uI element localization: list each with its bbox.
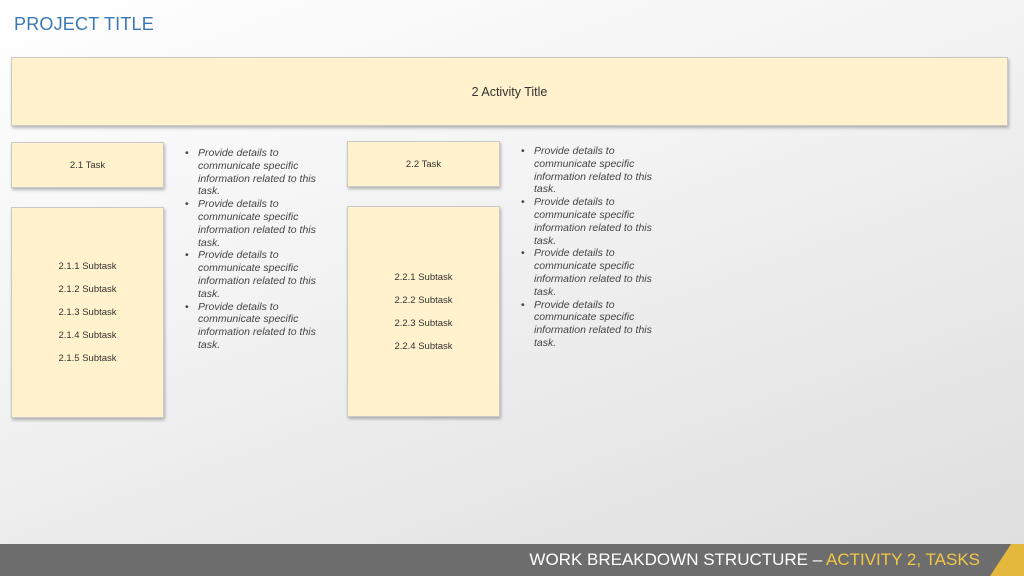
- task-detail-item: • Provide details to communicate specific information related to this task.: [183, 198, 333, 249]
- subtask-box-2-1: [11, 207, 164, 418]
- task-detail-item: • Provide details to communicate specific information related to this task.: [183, 249, 333, 300]
- subtask-item: 2.1.4 Subtask: [58, 330, 117, 341]
- subtask-item: 2.1.1 Subtask: [58, 261, 117, 272]
- activity-title: 2 Activity Title: [471, 84, 548, 99]
- task-detail-item: • Provide details to communicate specific information related to this task.: [183, 301, 333, 352]
- project-title: PROJECT TITLE: [14, 14, 154, 34]
- subtask-item: 2.2.4 Subtask: [394, 340, 453, 352]
- activity-box: [11, 57, 1008, 126]
- subtask-item: 2.1.3 Subtask: [58, 307, 117, 318]
- footer-title: [529, 550, 980, 570]
- task-label: 2.2 Task: [405, 158, 442, 170]
- task-detail-item: • Provide details to communicate specific information related to this task.: [519, 196, 669, 247]
- task-detail-item: • Provide details to communicate specific information related to this task.: [519, 299, 669, 350]
- task-detail-item: • Provide details to communicate specific information related to this task.: [519, 247, 669, 298]
- task-detail-item: • Provide details to communicate specific information related to this task.: [183, 147, 333, 198]
- footer-title-main: WORK BREAKDOWN STRUCTURE –: [529, 550, 826, 569]
- task-details-list-2-1: [183, 147, 333, 352]
- task-detail-item: • Provide details to communicate specific information related to this task.: [519, 145, 669, 196]
- task-box-2-2: [347, 141, 500, 187]
- subtask-item: 2.1.2 Subtask: [58, 284, 117, 295]
- footer-title-highlight: ACTIVITY 2, TASKS: [826, 550, 980, 569]
- footer-accent-stripe: [990, 544, 1024, 576]
- subtask-item: 2.1.5 Subtask: [58, 353, 117, 364]
- footer-bar: [0, 544, 1024, 576]
- task-box-2-1: [11, 142, 164, 188]
- task-label: 2.1 Task: [69, 159, 106, 171]
- subtask-item: 2.2.1 Subtask: [394, 271, 453, 283]
- subtask-box-2-2: [347, 206, 500, 417]
- task-details-list-2-2: [519, 145, 669, 350]
- subtask-item: 2.2.2 Subtask: [394, 294, 453, 306]
- subtask-item: 2.2.3 Subtask: [394, 317, 453, 329]
